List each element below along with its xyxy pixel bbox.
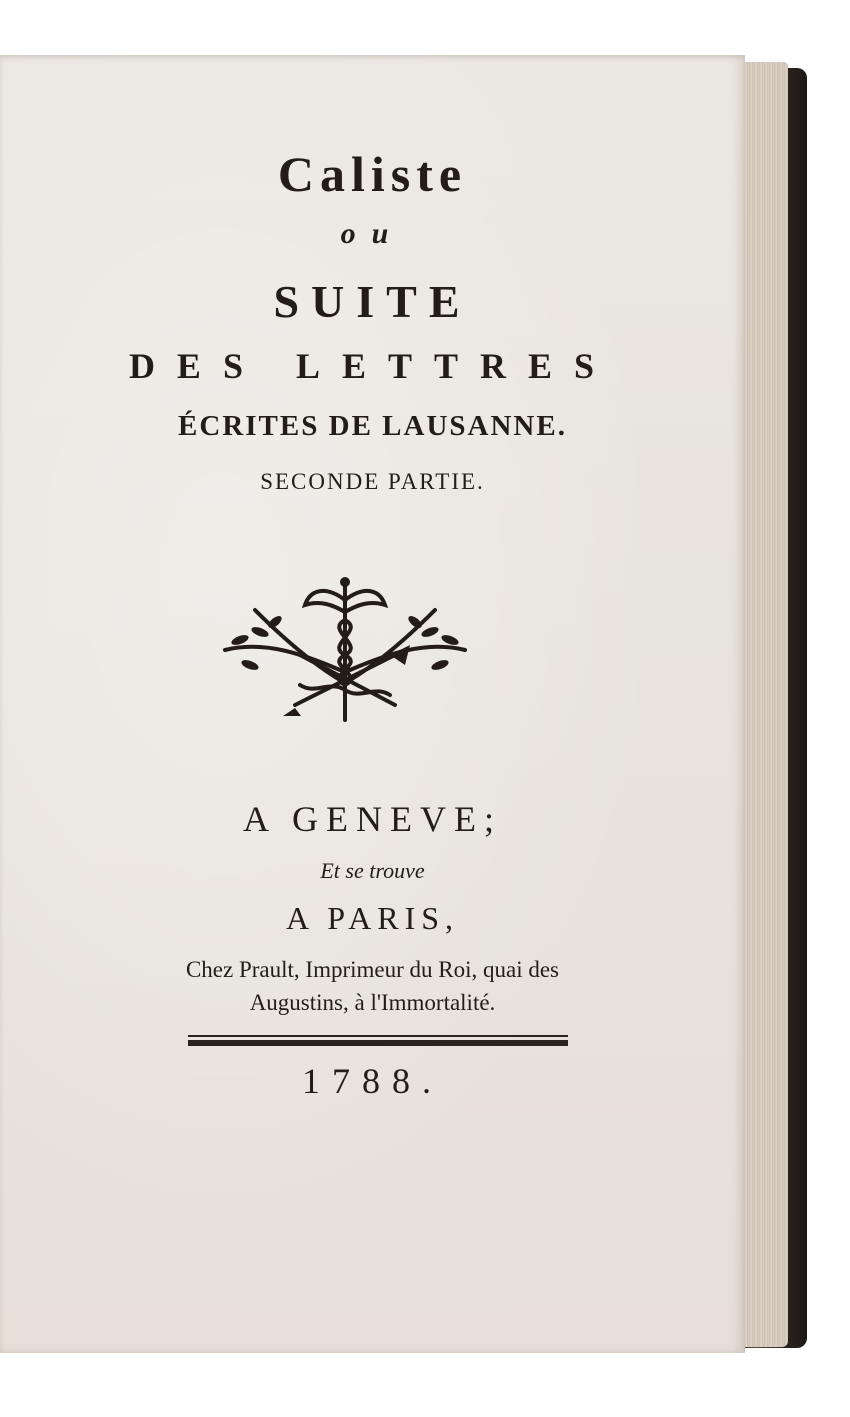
subtitle-suite: SUITE — [273, 276, 472, 327]
imprint-city-paris: A PARIS, — [285, 900, 460, 936]
caduceus-woodcut-ornament-icon — [205, 570, 485, 730]
part-label: SECONDE PARTIE. — [260, 469, 485, 494]
publication-year: 1788. — [302, 1061, 443, 1101]
title-conjunction: ou — [340, 217, 405, 250]
imprint-city-geneve: A GENEVE; — [243, 799, 502, 839]
title-page — [0, 55, 745, 1353]
imprint-publisher-line-1: Chez Prault, Imprimeur du Roi, quai des — [185, 957, 560, 982]
imprint-note: Et se trouve — [320, 858, 425, 883]
rule-thick-line — [188, 1040, 568, 1046]
subtitle-ecrites: ÉCRITES DE LAUSANNE. — [178, 410, 567, 442]
rule-thin-line — [188, 1035, 568, 1037]
subtitle-des-lettres: DES LETTRES — [128, 346, 617, 386]
double-rule-divider — [188, 1035, 568, 1047]
book-title: Caliste — [277, 146, 468, 202]
imprint-publisher-line-2: Augustins, à l'Immortalité. — [249, 990, 496, 1015]
